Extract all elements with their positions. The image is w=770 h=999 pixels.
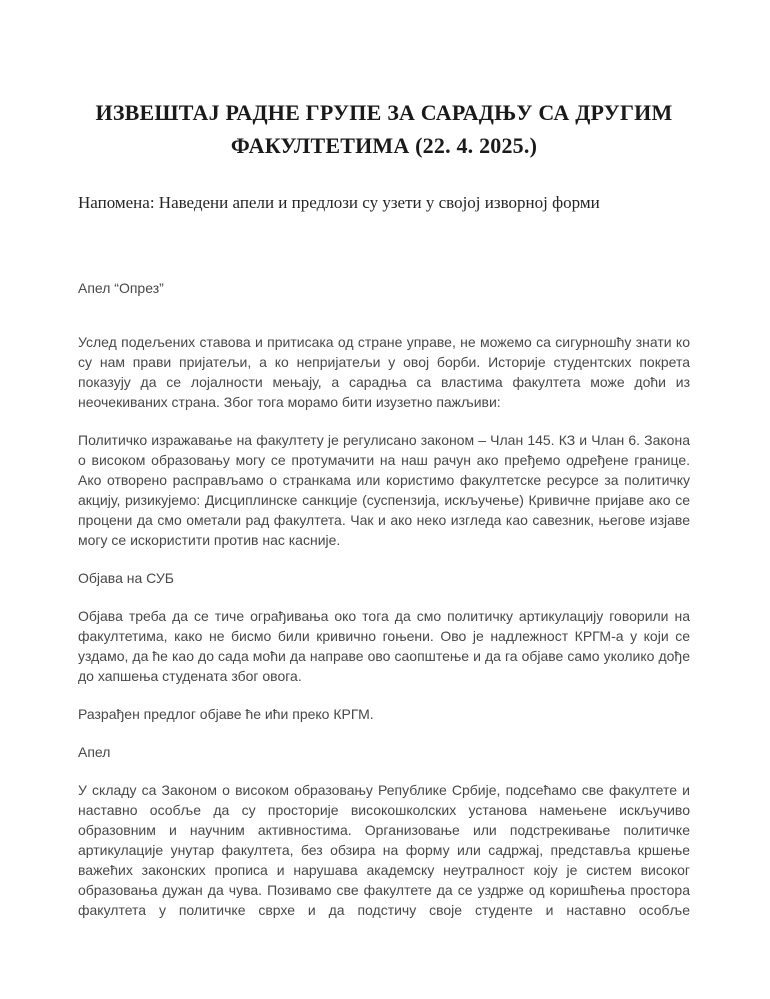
document-title xyxy=(78,96,690,162)
section-heading-apel: Апел xyxy=(78,744,111,760)
note-line: Напомена: Наведени апели и предлози су узети у својој изворној форми xyxy=(78,193,600,212)
paragraph-politicko: Политичко изражавање на факултету је регулисано законом – Члан 145. КЗ и Члан 6. Закона о високом образовању могу се протумачити на наш рачун ако пређемо одређене границе. Ако отворено расправљамо о странкама или користимо факултетске ресурсе за политичку акцију, ризикујемо: Дисциплинске санкције (суспензија, искључење) Кривичне пријаве ако се процени да смо ометали рад факултета. Чак и ако неко изгледа као савезник, његове изјаве могу се искористити против нас касније. xyxy=(78,432,690,548)
paragraph-u-skladu: У складу са Законом о високом образовању Републике Србије, подсећамо све факултете и наставно особље да су просторије високошколских установа намењене искључиво образовним и научним активностима. Организовање или подстрекивање политичке артикулације унутар факултета, без обзира на форму или садржај, представља кршење важећих законских прописа и нарушава академску неутралност коју је систем високог образовања дужан да чува. Позивамо све факултете да се уздрже од коришћења простора факултета у политичке сврхе и да подстичу своје студенте и наставно особље xyxy=(78,782,690,918)
paragraph-usled: Услед подељених ставова и притисака од стране управе, не можемо са сигурношћу знати ко су нам прави пријатељи, а ко непријатељи у овој борби. Историје студентских покрета показују да се лојалности мењају, а сарадња са властима факултета може доћи из неочекиваних страна. Због тога морамо бити изузетно пажљиви: xyxy=(78,334,690,410)
section-heading-objava-na-sub: Објава на СУБ xyxy=(78,570,174,586)
title-line-2: ФАКУЛТЕТИМА (22. 4. 2025.) xyxy=(230,133,538,158)
title-line-1: ИЗВЕШТАЈ РАДНЕ ГРУПЕ ЗА САРАДЊУ СА ДРУГИМ xyxy=(95,100,673,125)
paragraph-objava: Објава треба да се тиче ограђивања око тога да смо политичку артикулацију говорили на факултетима, како не бисмо били кривично гоњени. Ово је надлежност КРГМ-а у који се уздамо, да ће као до сада моћи да направе ово саопштење и да га објаве само уколико дође до хапшења студената због овога. xyxy=(78,608,690,684)
paragraph-razradjen: Разрађен предлог објаве ће ићи преко КРГМ. xyxy=(78,706,374,722)
section-heading-apel-oprez: Апел “Опрез” xyxy=(78,280,164,296)
